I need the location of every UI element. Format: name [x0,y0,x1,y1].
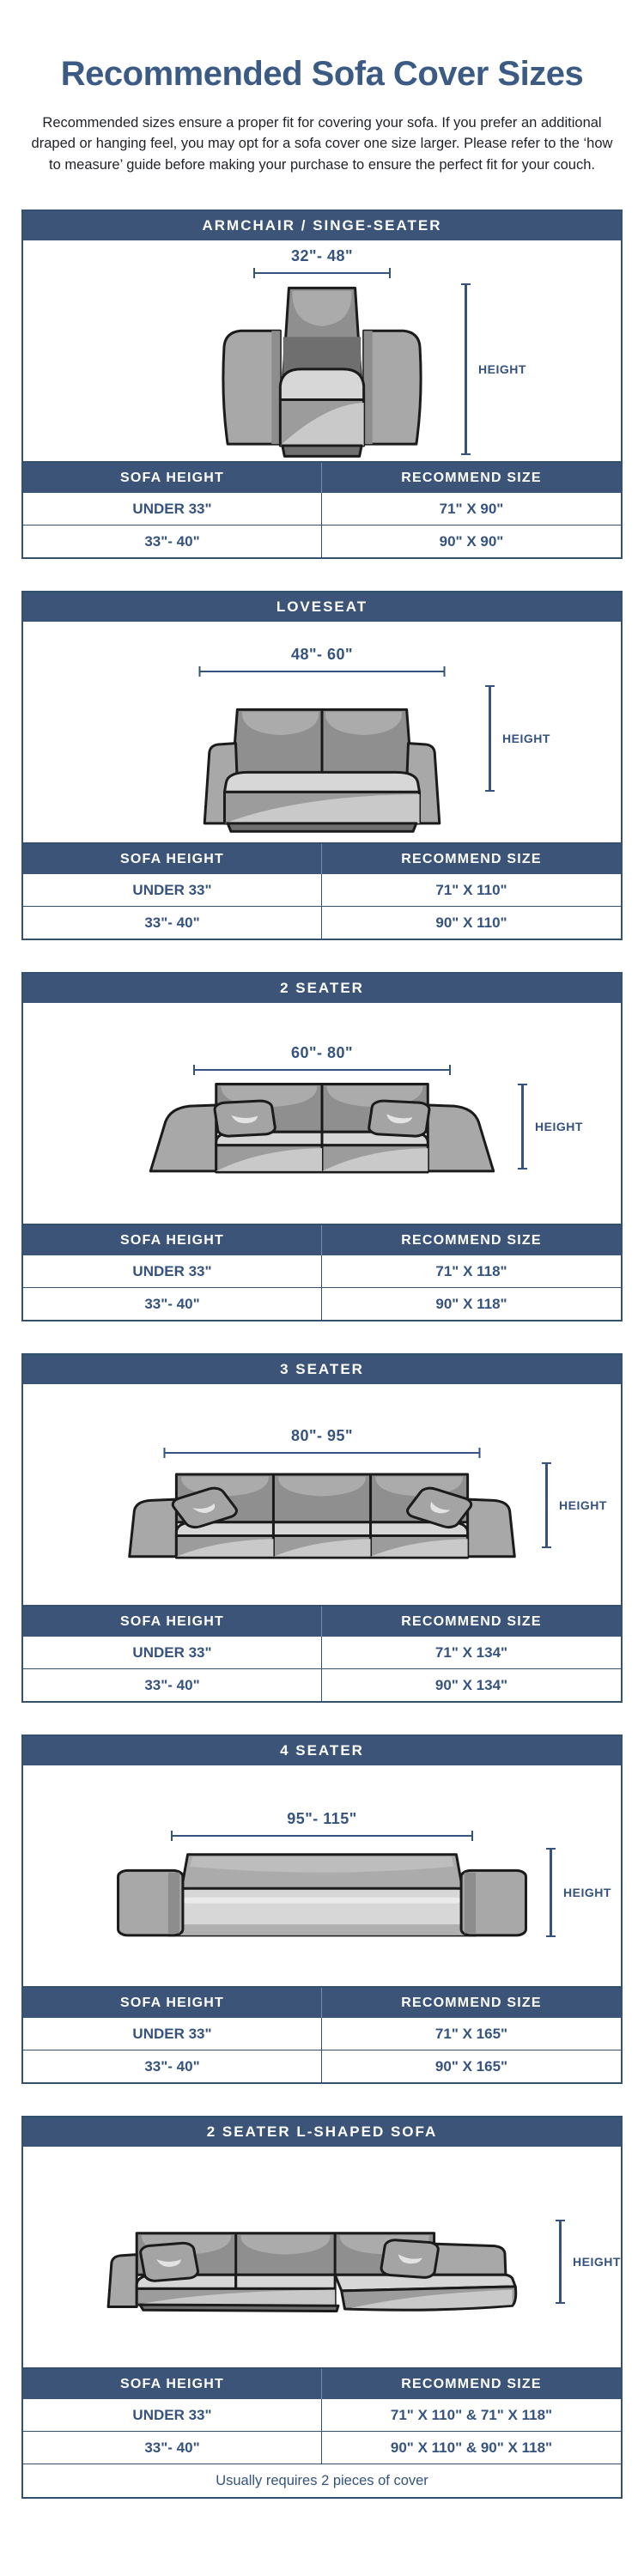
table-row [23,1287,621,1320]
height-dimension-label: HEIGHT [478,362,526,377]
recommend-size-value: 71" X 90" [439,500,504,517]
table-header-row [23,463,621,493]
table-row [23,525,621,557]
intro-text: Recommended sizes ensure a proper fit for covering your sofa. If you prefer an additional draped or hanging feel, you may opt for a sofa cover one size larger. Please refer to the ‘how to measure’ guide before making your purchase to ensure the perfect fit for your couch. [31,115,613,173]
section-3-seater-title: 3 SEATER [23,1355,621,1384]
table-header-sofa-height: SOFA HEIGHT [23,1225,322,1255]
table-header-sofa-height: SOFA HEIGHT [23,1988,322,2018]
loveseat-drawing [179,705,466,834]
recommend-size-value: 71" X 134" [434,1643,508,1661]
sofa-height-value: 33"- 40" [23,1669,322,1701]
recommend-size-value: 90" X 110" & 90" X 118" [390,2439,553,2456]
3-seater-size-table [23,1605,621,1701]
sofa-height-value: UNDER 33" [23,2399,322,2431]
height-dimension [556,2220,621,2304]
loveseat-illustration-area [23,622,621,842]
sofa-height-value: 33"- 40" [23,526,322,557]
width-dimension-line [199,666,446,677]
sofa-height-value: 33"- 40" [23,2050,322,2082]
table-header-recommend-size: RECOMMEND SIZE [401,470,542,485]
table-header-recommend-size: RECOMMEND SIZE [401,1232,542,1248]
table-header-row [23,1988,621,2018]
3-seater-illustration-area [23,1384,621,1605]
l-shaped-illustration-area [23,2147,621,2367]
sofa-height-value: 33"- 40" [23,2432,322,2464]
recommend-size-value: 71" X 110" & 71" X 118" [390,2406,553,2423]
table-header-sofa-height: SOFA HEIGHT [23,463,322,493]
table-header-recommend-size: RECOMMEND SIZE [401,1613,542,1629]
table-header-row [23,1607,621,1637]
armchair-illustration-area [23,240,621,461]
table-row [23,906,621,939]
table-row [23,493,621,525]
page-title: Recommended Sofa Cover Sizes [60,55,584,93]
table-row [23,2050,621,2082]
table-row [23,2399,621,2431]
sofa-height-value: UNDER 33" [23,1637,322,1668]
width-dimension-label: 95"- 115" [287,1810,357,1828]
sofa-height-value: UNDER 33" [23,1255,322,1287]
recommend-size-value: 71" X 165" [434,2025,508,2042]
section-2-seater-title: 2 SEATER [23,974,621,1003]
table-header-row [23,844,621,874]
width-dimension [193,1044,451,1075]
3-seater-drawing [112,1469,532,1558]
loveseat-size-table [23,842,621,939]
recommend-size-value: 90" X 110" [435,914,507,931]
table-row [23,1637,621,1668]
height-dimension [461,283,526,455]
height-dimension-label: HEIGHT [535,1120,583,1134]
table-header-sofa-height: SOFA HEIGHT [23,2369,322,2399]
section-2-seater [21,972,623,1321]
height-dimension [546,1848,611,1937]
width-dimension-label: 60"- 80" [290,1044,354,1062]
section-armchair-title: ARMCHAIR / SINGE-SEATER [23,211,621,240]
section-l-shaped [21,2116,623,2499]
height-dimension [518,1084,583,1170]
4-seater-drawing [112,1850,532,1936]
width-dimension-label: 32"- 48" [290,247,354,265]
height-dimension-label: HEIGHT [559,1498,607,1513]
table-header-sofa-height: SOFA HEIGHT [23,1607,322,1637]
height-dimension-line [518,1084,527,1170]
recommend-size-value: 90" X 90" [439,532,504,550]
section-loveseat-title: LOVESEAT [23,592,621,622]
height-dimension-label: HEIGHT [563,1886,611,1900]
recommend-size-value: 90" X 165" [434,2057,508,2075]
sofa-height-value: UNDER 33" [23,2018,322,2050]
recommend-size-value: 71" X 118" [435,1262,507,1279]
table-footer-note: Usually requires 2 pieces of cover [23,2464,621,2497]
2-seater-illustration-area [23,1003,621,1224]
height-dimension-line [461,283,471,455]
width-dimension-line [171,1831,473,1841]
sofa-height-value: UNDER 33" [23,493,322,525]
height-dimension-line [485,685,495,792]
table-header-recommend-size: RECOMMEND SIZE [401,2376,542,2391]
2-seater-size-table [23,1224,621,1320]
table-header-recommend-size: RECOMMEND SIZE [401,851,542,866]
section-l-shaped-title: 2 SEATER L-SHAPED SOFA [23,2117,621,2147]
l-shaped-size-table [23,2367,621,2497]
section-4-seater [21,1735,623,2084]
recommend-size-value: 71" X 110" [435,881,507,898]
height-dimension-label: HEIGHT [502,732,550,746]
section-loveseat [21,591,623,940]
height-dimension [542,1462,607,1548]
table-row [23,2018,621,2050]
sofa-height-value: 33"- 40" [23,907,322,939]
width-dimension [171,1810,473,1841]
section-4-seater-title: 4 SEATER [23,1736,621,1765]
4-seater-size-table [23,1986,621,2082]
height-dimension-line [556,2220,565,2304]
recommend-size-value: 90" X 118" [435,1295,507,1312]
height-dimension-label: HEIGHT [573,2255,621,2269]
table-row [23,874,621,906]
width-dimension-label: 80"- 95" [290,1427,354,1445]
4-seater-illustration-area [23,1765,621,1986]
sofa-height-value: UNDER 33" [23,874,322,906]
l-shaped-drawing [94,2221,550,2318]
table-header-row [23,2369,621,2399]
table-header-sofa-height: SOFA HEIGHT [23,844,322,874]
width-dimension [199,646,446,677]
width-dimension-line [193,1065,451,1075]
table-row [23,1255,621,1287]
section-3-seater [21,1353,623,1703]
armchair-size-table [23,461,621,557]
table-header-recommend-size: RECOMMEND SIZE [401,1995,542,2010]
recommend-size-value: 90" X 134" [434,1676,508,1693]
width-dimension-line [253,268,391,278]
table-row [23,1668,621,1701]
width-dimension [164,1427,481,1458]
table-row [23,2431,621,2464]
table-header-row [23,1225,621,1255]
width-dimension-label: 48"- 60" [290,646,354,664]
height-dimension [485,685,550,792]
height-dimension-line [546,1848,556,1937]
2-seater-drawing [137,1080,507,1172]
armchair-drawing [210,283,434,459]
section-armchair [21,210,623,559]
height-dimension-line [542,1462,551,1548]
width-dimension-line [164,1448,481,1458]
sofa-height-value: 33"- 40" [23,1288,322,1320]
width-dimension [253,247,391,278]
